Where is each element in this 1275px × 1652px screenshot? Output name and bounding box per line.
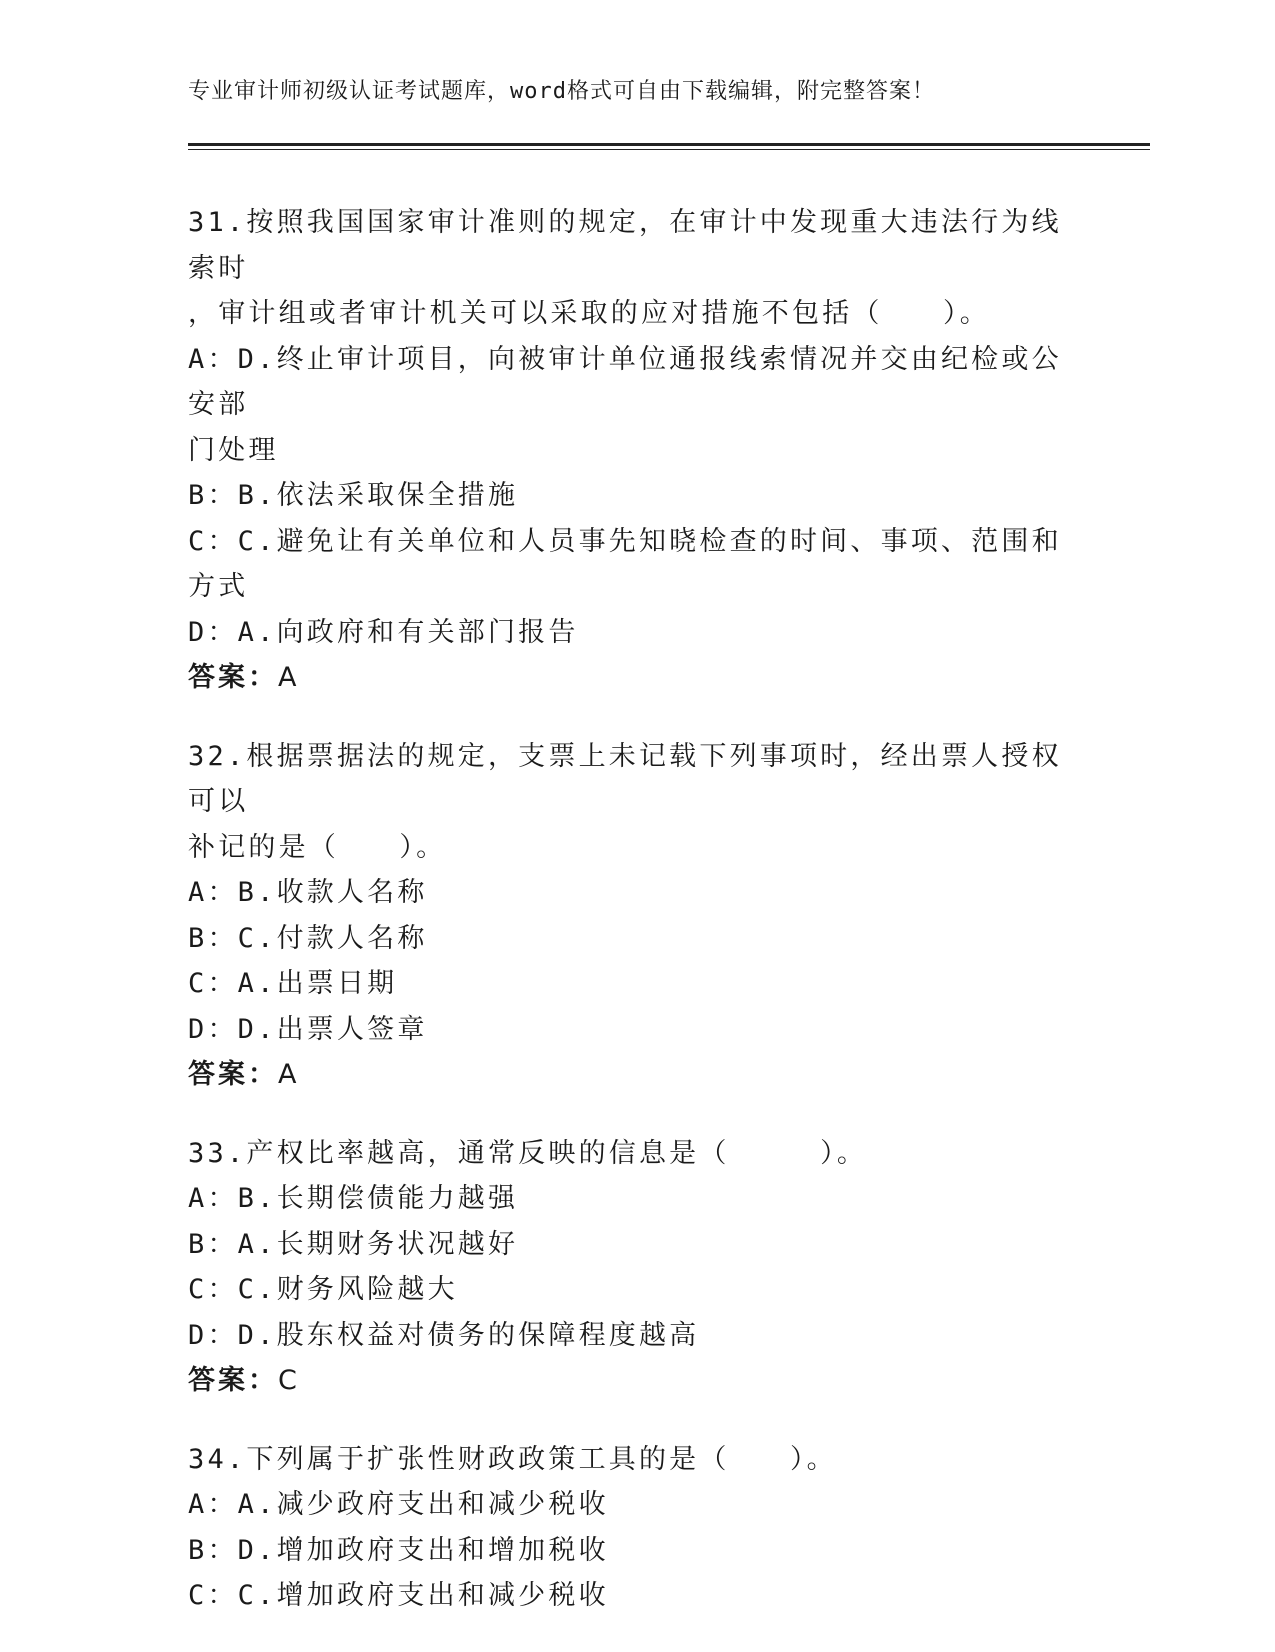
page-header: 专业审计师初级认证考试题库，word格式可自由下载编辑，附完整答案！ [188,79,935,104]
answer-label: 答案： [188,662,278,693]
answer-option [188,916,1088,962]
answer-label: 答案： [188,1059,278,1090]
header-rule-thin [188,149,1150,150]
question-stem-line: 32.根据票据法的规定，支票上未记载下列事项时，经出票人授权可以 [188,740,1062,817]
answer-option-line: B：A.长期财务状况越好 [188,1228,519,1260]
answer-option-line: A：D.终止审计项目，向被审计单位通报线索情况并交由纪检或公安部 [188,343,1062,420]
answer-option-line: B：C.付款人名称 [188,922,428,954]
answer-option-line: B：B.依法采取保全措施 [188,480,519,511]
answer-option-line: C：C.避免让有关单位和人员事先知晓检查的时间、事项、范围和方式 [188,525,1062,602]
answer-option-line: D：D.出票人签章 [188,1013,428,1045]
question-stem-line: 33.产权比率越高，通常反映的信息是（ ）。 [188,1137,868,1169]
question-stem-line: 34.下列属于扩张性财政政策工具的是（ ）。 [188,1443,837,1475]
answer-option-line: C：C.增加政府支出和减少税收 [188,1580,609,1611]
question-item [188,734,1088,1098]
question-item [188,200,1088,701]
answer-option [188,1176,1088,1222]
answer-option [188,1222,1088,1268]
answer-option-line: B：D.增加政府支出和增加税收 [188,1534,609,1566]
answer-option [188,1313,1088,1359]
answer-option [188,1573,1088,1619]
answer-key [188,1052,1088,1098]
answer-option [188,1482,1088,1528]
question-stem [188,1131,1088,1177]
answer-option-line: D：D.股东权益对债务的保障程度越高 [188,1319,700,1351]
answer-option-line: A：B.收款人名称 [188,877,428,908]
question-list [188,200,1088,1652]
question-stem [188,200,1088,337]
answer-option-line: A：A.减少政府支出和减少税收 [188,1489,609,1520]
question-stem-line: 补记的是（ ）。 [188,831,447,863]
answer-value: C [278,1365,300,1396]
question-item [188,1131,1088,1404]
question-stem [188,734,1088,871]
answer-option-line: C：C.财务风险越大 [188,1274,458,1305]
question-stem-line: 31.按照我国国家审计准则的规定，在审计中发现重大违法行为线索时 [188,207,1062,284]
answer-value: A [278,662,300,693]
answer-option [188,1007,1088,1053]
answer-option-line: C：A.出票日期 [188,968,398,999]
answer-option [188,1528,1088,1574]
answer-option-line: A：B.长期偿债能力越强 [188,1183,519,1214]
answer-option [188,473,1088,519]
question-stem-line: ，审计组或者审计机关可以采取的应对措施不包括（ ）。 [188,298,990,329]
answer-option [188,961,1088,1007]
question-item [188,1437,1088,1619]
question-stem [188,1437,1088,1483]
answer-key [188,1358,1088,1404]
answer-option [188,337,1088,474]
answer-value: A [278,1059,300,1090]
header-rule-thick [188,143,1150,146]
answer-option [188,519,1088,610]
answer-option [188,1267,1088,1313]
answer-option [188,610,1088,656]
answer-option-line: 门处理 [188,434,279,466]
answer-option-line: D：A.向政府和有关部门报告 [188,616,579,648]
answer-key [188,655,1088,701]
answer-option [188,870,1088,916]
answer-label: 答案： [188,1365,278,1396]
